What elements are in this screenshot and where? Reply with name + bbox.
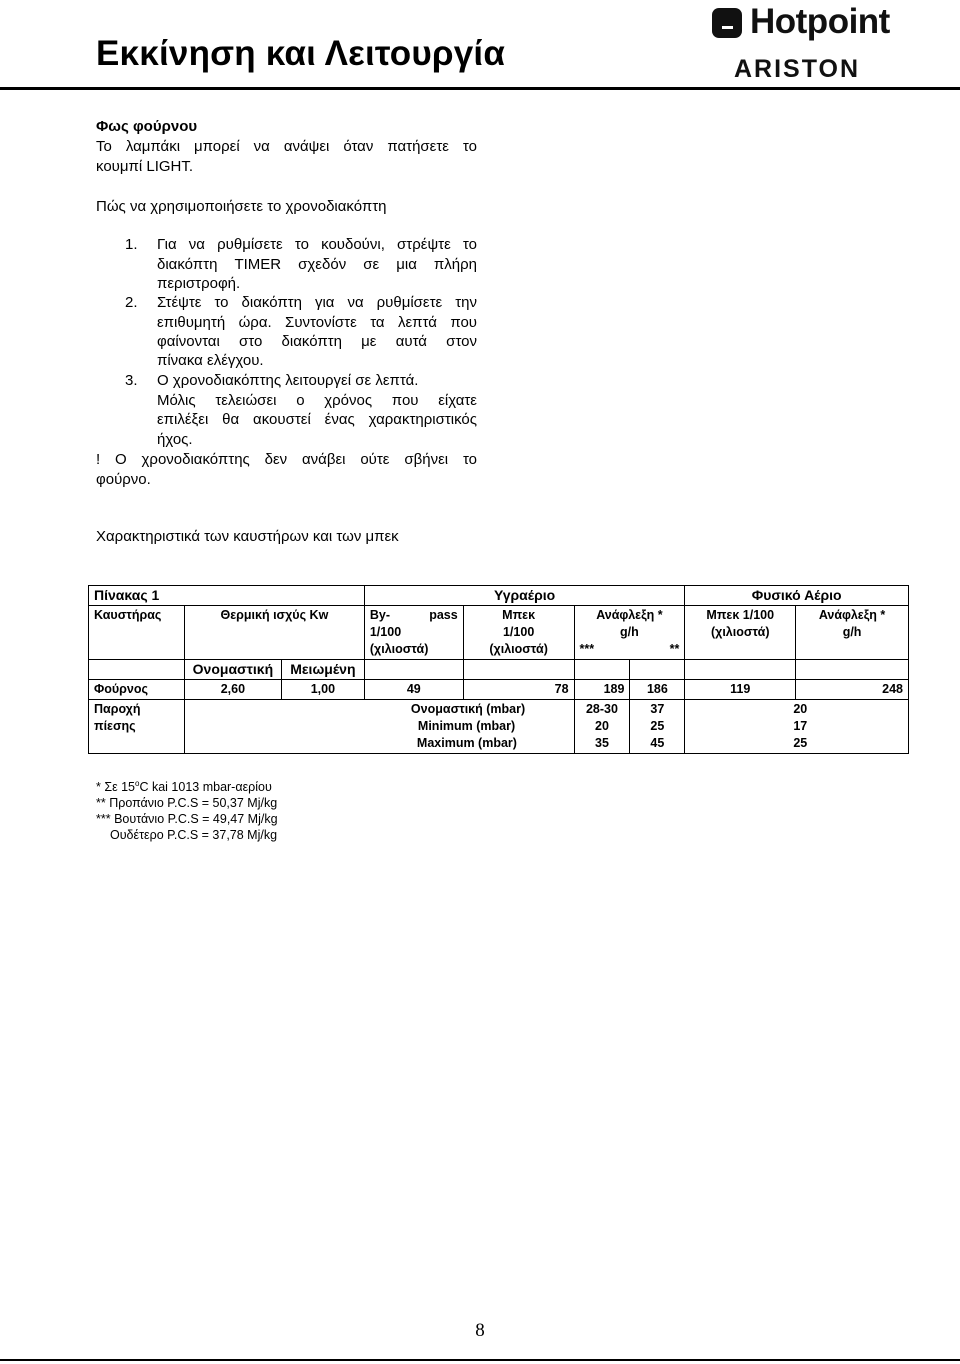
footnote: ** Προπάνιο P.C.S = 50,37 Mj/kg (96, 796, 278, 810)
step-text-line: φαίνονται στο διακόπτη με αυτά στον (157, 333, 477, 350)
step-text-line: περιστροφή. (157, 275, 241, 292)
step-text-line: Ο χρονοδιακόπτης λειτουργεί σε λεπτά. (157, 372, 419, 389)
col-header-ng-nozzle: Μπεκ 1/100 (χιλιοστά) (685, 606, 796, 660)
timer-note-line: φούρνο. (96, 471, 151, 488)
brand-mark-icon (712, 8, 742, 38)
lamp-text-line: κουμπί LIGHT. (96, 158, 194, 175)
table-row: Φούρνος 2,60 1,00 49 78 189 186 119 248 (89, 680, 909, 700)
footnote: Ουδέτερο P.C.S = 37,78 Mj/kg (110, 828, 278, 842)
page-title: Εκκίνηση και Λειτουργία (96, 34, 506, 73)
timer-note-line: ! Ο χρονοδιακόπτης δεν ανάβει ούτε σβήνει το (96, 451, 477, 468)
pressure-butane: 28-30 20 35 (574, 700, 630, 754)
timer-heading: Πώς να χρησιμοποιήσετε το χρονοδιακόπτη (96, 198, 387, 215)
table-row (89, 660, 909, 680)
step-text-line: διακόπτη TIMER σχεδόν σε μια πλήρη (157, 256, 477, 273)
step-text-line: πίνακα ελέγχου. (157, 352, 264, 369)
step-number: 1. (125, 236, 138, 253)
table-row (89, 606, 909, 660)
step-number: 2. (125, 294, 138, 311)
table-label: Πίνακας 1 (89, 586, 365, 606)
footer-rule (0, 1359, 960, 1361)
pressure-label: Παροχή πίεσης (89, 700, 185, 754)
table-row (89, 586, 909, 606)
col-header-bypass: By- pass 1/100 (χιλιοστά) (364, 606, 463, 660)
footnote: *** Βουτάνιο P.C.S = 49,47 Mj/kg (96, 812, 278, 826)
lamp-heading: Φως φούρνου (96, 118, 198, 135)
step-number: 3. (125, 372, 138, 389)
burners-heading: Χαρακτηριστικά των καυστήρων και των μπεκ (96, 528, 399, 545)
step-text-line: Για να ρυθμίσετε το κουδούνι, στρέψτε το (157, 236, 477, 253)
lpg-group-header: Υγραέριο (364, 586, 684, 606)
logo-sub-text: ARISTON (734, 55, 861, 83)
step-text-line: ήχος. (157, 431, 193, 448)
footnote: * Σε 15$^o$C kai 1013 mbar-αερίου (96, 779, 272, 795)
step-text-line: επιθυμητή ώρα. Συντονίστε τα λεπτά που (157, 314, 477, 331)
sub-header-nominal: Ονομαστική (184, 660, 281, 680)
col-header-nozzle: Μπεκ 1/100 (χιλιοστά) (463, 606, 574, 660)
step-text-line: Στέψτε το διακόπτη για να ρυθμίσετε την (157, 294, 477, 311)
sub-header-reduced: Μειωμένη (281, 660, 364, 680)
pressure-natural-gas: 20 17 25 (685, 700, 909, 754)
logo-brand-text: Hotpoint (750, 2, 890, 41)
col-header-power: Θερμική ισχύς Kw (184, 606, 364, 660)
col-header-burner: Καυστήρας (89, 606, 185, 660)
natural-gas-group-header: Φυσικό Αέριο (685, 586, 909, 606)
pressure-propane: 37 25 45 (630, 700, 685, 754)
col-header-ng-flow: Ανάφλεξη * g/h (796, 606, 909, 660)
lamp-text-line: Το λαμπάκι μπορεί να ανάψει όταν πατήσετε το (96, 138, 477, 155)
header-rule (0, 87, 960, 90)
burner-spec-table (88, 585, 909, 754)
table-row (89, 700, 909, 754)
step-text-line: Μόλις τελειώσει ο χρόνος που είχατε (157, 392, 477, 409)
step-text-line: επιλέξει θα ακουστεί ένας χαρακτηριστικός (157, 411, 477, 428)
pressure-types: Ονομαστική (mbar) Minimum (mbar) Maximum (mbar) (184, 700, 574, 754)
brand-logo (712, 2, 902, 83)
page-number: 8 (475, 1320, 485, 1341)
col-header-flow: Ανάφλεξη * g/h *** ** (574, 606, 685, 660)
oven-label: Φούρνος (89, 680, 185, 700)
